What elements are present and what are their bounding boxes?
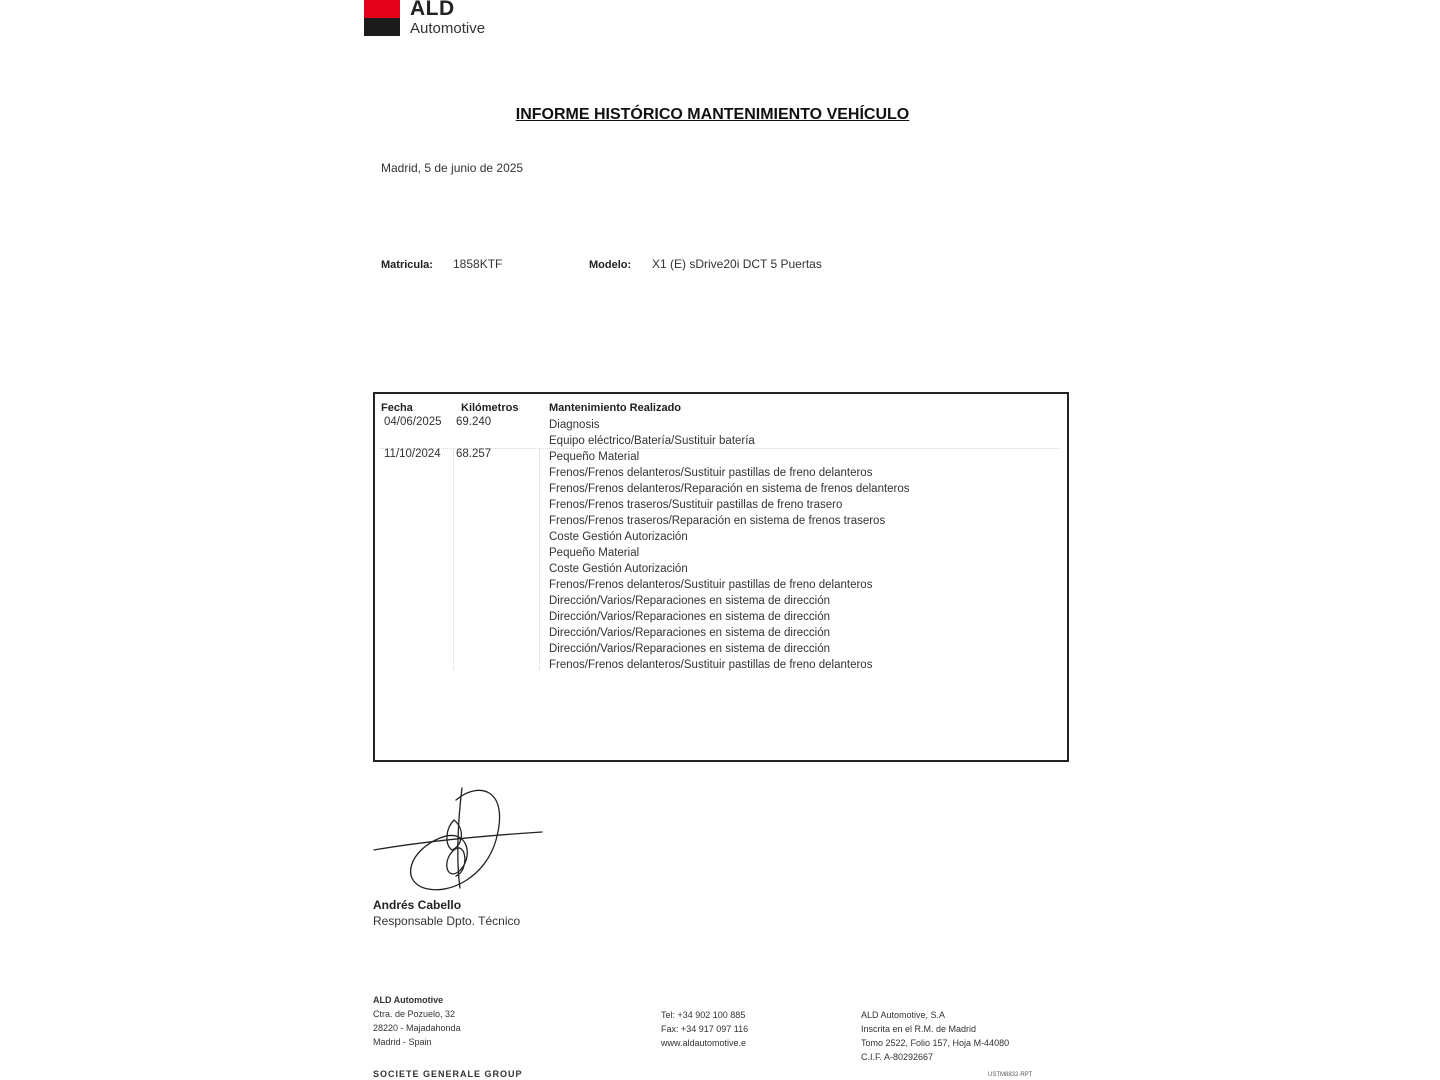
model-value: X1 (E) sDrive20i DCT 5 Puertas bbox=[652, 257, 822, 271]
maintenance-item: Dirección/Varios/Reparaciones en sistema de dirección bbox=[549, 611, 831, 623]
maintenance-items bbox=[549, 417, 910, 673]
signatory-name: Andrés Cabello bbox=[373, 898, 462, 912]
entry-km: 68.257 bbox=[456, 448, 492, 460]
footer-company: ALD Automotive bbox=[373, 995, 444, 1005]
maintenance-item: Pequeño Material bbox=[549, 547, 640, 559]
company-logo bbox=[364, 0, 504, 38]
footer-legal-block bbox=[861, 1008, 1009, 1064]
footer-tel: Tel: +34 902 100 885 bbox=[661, 1010, 746, 1020]
footer-fax: Fax: +34 917 097 116 bbox=[661, 1024, 749, 1034]
maintenance-item: Frenos/Frenos delanteros/Sustituir pastillas de freno delanteros bbox=[549, 467, 873, 479]
logo-mark-icon bbox=[364, 0, 400, 36]
logo-subtitle: Automotive bbox=[410, 20, 486, 37]
maintenance-item: Dirección/Varios/Reparaciones en sistema de dirección bbox=[549, 627, 831, 639]
logo-mark-red bbox=[364, 0, 400, 18]
maintenance-item: Pequeño Material bbox=[549, 451, 640, 463]
entry-date: 11/10/2024 bbox=[384, 448, 441, 460]
footer-legal-line: ALD Automotive, S.A bbox=[861, 1010, 946, 1020]
column-separator bbox=[539, 448, 541, 670]
model-label: Modelo: bbox=[589, 259, 632, 271]
plate-label: Matricula: bbox=[381, 259, 433, 271]
header-date: Fecha bbox=[381, 402, 413, 414]
footer-group-name: SOCIETE GENERALE GROUP bbox=[373, 1069, 523, 1079]
footer-contact-block bbox=[661, 1008, 748, 1050]
logo-mark-black bbox=[364, 18, 400, 36]
footer-address-line: Madrid - Spain bbox=[373, 1037, 432, 1047]
signatory-role: Responsable Dpto. Técnico bbox=[373, 914, 521, 928]
maintenance-item: Dirección/Varios/Reparaciones en sistema de dirección bbox=[549, 595, 831, 607]
plate-value: 1858KTF bbox=[453, 257, 503, 271]
maintenance-item: Frenos/Frenos traseros/Sustituir pastillas de freno trasero bbox=[549, 499, 843, 511]
footer-address-block bbox=[373, 993, 461, 1049]
header-work: Mantenimiento Realizado bbox=[549, 402, 682, 414]
logo-brand: ALD bbox=[410, 0, 455, 20]
document-id: USTM8832-RPT bbox=[988, 1072, 1033, 1078]
signature-image bbox=[370, 780, 550, 900]
maintenance-item: Frenos/Frenos delanteros/Sustituir pastillas de freno delanteros bbox=[549, 579, 873, 591]
entry-km: 69.240 bbox=[456, 416, 492, 428]
footer-legal-line: C.I.F. A-80292667 bbox=[861, 1052, 934, 1062]
maintenance-item: Frenos/Frenos delanteros/Sustituir pastillas de freno delanteros bbox=[549, 659, 873, 671]
place-date: Madrid, 5 de junio de 2025 bbox=[381, 161, 524, 175]
footer-address-line: 28220 - Majadahonda bbox=[373, 1023, 461, 1033]
maintenance-item: Frenos/Frenos traseros/Reparación en sistema de frenos traseros bbox=[549, 515, 886, 527]
header-km: Kilómetros bbox=[461, 402, 519, 414]
maintenance-item: Dirección/Varios/Reparaciones en sistema de dirección bbox=[549, 643, 831, 655]
maintenance-item: Frenos/Frenos delanteros/Reparación en sistema de frenos delanteros bbox=[549, 483, 910, 495]
footer-legal-line: Tomo 2522, Folio 157, Hoja M-44080 bbox=[861, 1038, 1010, 1048]
document-title: INFORME HISTÓRICO MANTENIMIENTO VEHÍCULO bbox=[515, 106, 910, 123]
footer-address-line: Ctra. de Pozuelo, 32 bbox=[373, 1009, 456, 1019]
footer-web: www.aldautomotive.e bbox=[661, 1038, 747, 1048]
maintenance-item: Coste Gestión Autorización bbox=[549, 563, 688, 575]
maintenance-item: Coste Gestión Autorización bbox=[549, 531, 688, 543]
maintenance-item: Diagnosis bbox=[549, 419, 600, 431]
column-separator bbox=[453, 448, 455, 670]
footer-legal-line: Inscrita en el R.M. de Madrid bbox=[861, 1024, 977, 1034]
entry-date: 04/06/2025 bbox=[384, 416, 442, 428]
maintenance-item: Equipo eléctrico/Batería/Sustituir batería bbox=[549, 435, 755, 447]
